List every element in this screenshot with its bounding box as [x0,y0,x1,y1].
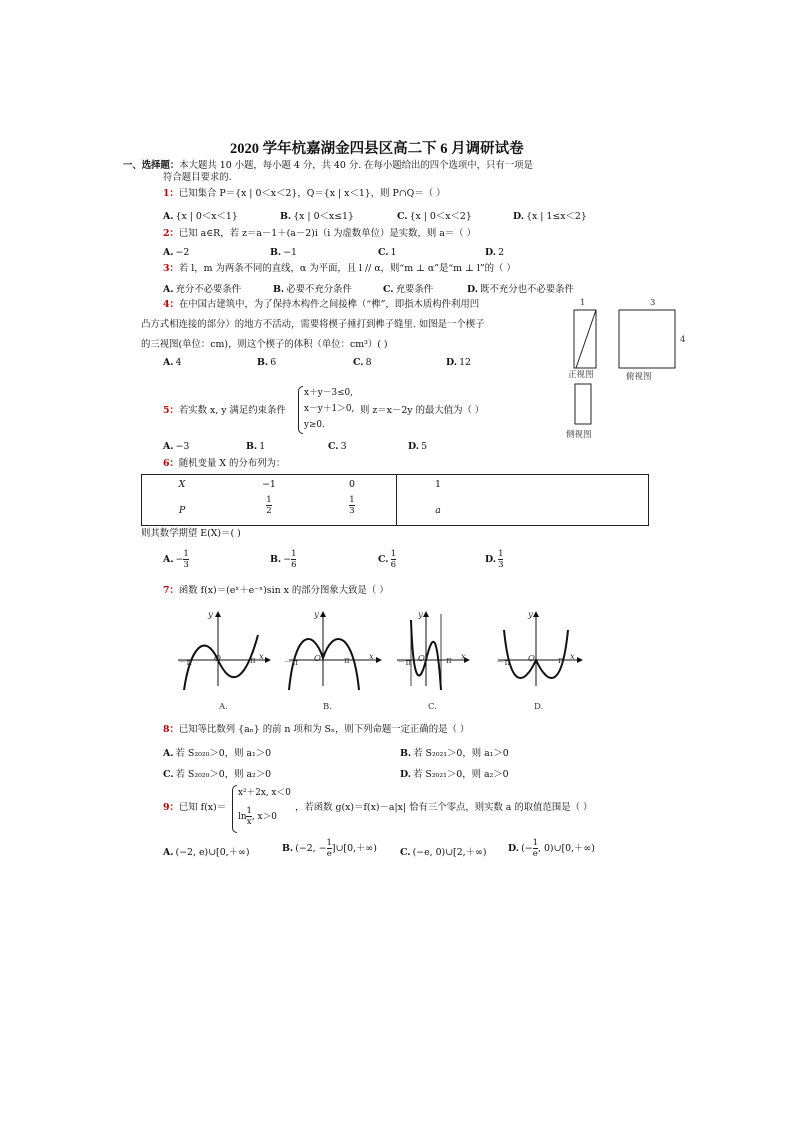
graph-a-neg-pi: －π [178,658,193,668]
q9-option-d[interactable]: D. ($-\frac{1}{e}$, 0)∪[0,＋∞) [508,838,595,859]
question-2 [163,228,476,240]
graph-c-pi: π [446,656,452,666]
q9-option-a[interactable]: A. (−2, e)∪[0,＋∞) [163,847,250,858]
piecewise-case-1: x²＋2x, x＜0 [238,788,291,798]
graph-b[interactable] [283,610,383,690]
question-text: 已知集合 P＝{x | 0＜x＜2}，Q＝{x | x＜1}，则 P∩Q＝（ ） [178,188,446,199]
q1-option-b[interactable]: B. {x | 0＜x≤1} [280,211,354,222]
graph-b-pi: π [344,656,350,666]
question-6-after: 则其数学期望 E(X)＝( ) [141,528,241,539]
question-text-pre: 已知 f(x)＝ [178,802,227,813]
constraint-brace [298,386,303,434]
question-text: 若 l，m 为两条不同的直线，α 为平面，且 l // α，则“m ⊥ α”是“m ⊥ l”的（ ） [178,263,516,274]
graph-d-neg-pi: －π [496,658,511,668]
graph-c-label: C. [428,702,437,712]
q9-option-c[interactable]: C. (−e, 0)∪[2,＋∞) [400,847,487,858]
graph-b-label: B. [323,702,332,712]
top-view-label: 俯视图 [626,372,652,382]
q6-option-d[interactable]: D. $\frac{1}{3}$ [485,549,504,570]
graph-d-y: y [528,610,533,620]
q3-option-a[interactable]: A. 充分不必要条件 [163,284,242,295]
graph-b-origin: O [314,654,321,664]
q2-option-a[interactable]: A. −2 [163,247,190,258]
table-cell-p-label: P [178,505,186,516]
q4-option-d[interactable]: D. 12 [446,357,471,368]
graph-c-y: y [418,610,423,620]
front-view-label: 正视图 [568,370,594,380]
question-text: 已知 a∈R，若 z＝a－1＋(a－2)i（i 为虚数单位）是实数，则 a＝（ ） [178,228,476,239]
dim-label-4: 4 [680,335,686,345]
q6-option-c[interactable]: C. $\frac{1}{6}$ [378,549,396,570]
graph-d-x: x [570,652,575,662]
dim-label-1: 1 [580,298,586,308]
q1-option-a[interactable]: A. {x | 0＜x＜1} [163,211,238,222]
graph-a-y: y [208,610,213,620]
q8-option-d[interactable]: D. 若 S₂₀₂₁＞0，则 a₂＞0 [400,769,509,780]
side-view [574,383,594,427]
piecewise-brace [232,785,237,833]
question-number: 9： [163,802,179,813]
section-intro-1: 本大题共 10 小题，每小题 4 分，共 40 分. 在每小题给出的四个选项中，只有一项是 [179,160,533,171]
question-text: 函数 f(x)＝(eˣ＋e⁻ˣ)sin x 的部分图象大致是（ ） [178,585,389,596]
graph-a-origin: O [214,654,221,664]
constraint-2: x－y＋1＞0, [304,404,355,414]
top-view [618,309,678,371]
q5-option-d[interactable]: D. 5 [408,441,428,452]
graph-b-neg-pi: －π [284,658,299,668]
graph-d-origin: O [528,654,535,664]
question-number: 7： [163,585,179,596]
question-text-line1: 在中国古建筑中，为了保持木构件之间接榫（“榫”，即指木质构件利用凹 [178,299,480,310]
graph-a[interactable] [172,610,272,690]
q8-option-b[interactable]: B. 若 S₂₀₂₁＞0，则 a₁＞0 [400,748,509,759]
distribution-table [141,474,649,526]
side-view-label: 侧视图 [566,430,592,440]
page-title: 2020 学年杭嘉湖金四县区高二下 6 月调研试卷 [230,141,524,157]
question-3 [163,263,516,275]
curve [184,635,258,690]
question-4 [163,299,479,311]
question-5 [163,405,286,417]
question-1 [163,188,445,200]
table-cell-x-3: 1 [435,479,441,490]
question-number: 3： [163,263,179,274]
graph-c[interactable] [393,610,473,690]
q4-option-b[interactable]: B. 6 [257,357,277,368]
table-cell-p-1: $\frac{1}{2}$ [266,495,272,516]
q6-option-a[interactable]: A. $-\frac{1}{3}$ [163,549,189,570]
question-number: 4： [163,299,179,310]
graph-c-x: x [461,652,466,662]
question-9-post: ，若函数 g(x)＝f(x)－a|x| 恰有三个零点，则实数 a 的取值范围是（ ） [295,802,593,813]
graph-d-pi: π [558,656,564,666]
q3-option-b[interactable]: B. 必要不充分条件 [273,284,352,295]
table-cell-p-2: $\frac{1}{3}$ [349,495,355,516]
question-text: 随机变量 X 的分布列为： [178,458,286,469]
q2-option-c[interactable]: C. 1 [378,247,397,258]
graph-b-x: x [369,652,374,662]
table-cell-p-3: a [435,505,441,516]
question-number: 6： [163,458,179,469]
question-9 [163,802,226,814]
question-4-line3: 的三视图(单位：cm)，则这个楔子的体积（单位：cm³）( ) [141,339,388,350]
q5-option-a[interactable]: A. −3 [163,441,190,452]
question-number: 5： [163,405,179,416]
q4-option-a[interactable]: A. 4 [163,357,182,368]
q3-option-d[interactable]: D. 既不充分也不必要条件 [467,284,574,295]
question-number: 1： [163,188,179,199]
graph-a-pi: π [250,656,256,666]
q6-option-b[interactable]: B. $-\frac{1}{6}$ [270,549,297,570]
section-label: 一、选择题： [123,160,180,171]
table-cell-x-label: X [178,479,186,490]
q8-option-a[interactable]: A. 若 S₂₀₂₀＞0，则 a₁＞0 [163,748,272,759]
q8-option-c[interactable]: C. 若 S₂₀₂₀＞0，则 a₂＞0 [163,769,272,780]
question-7 [163,585,389,597]
q5-option-c[interactable]: C. 3 [328,441,347,452]
q4-option-c[interactable]: C. 8 [353,357,372,368]
question-text: 已知等比数列 {aₙ} 的前 n 项和为 Sₙ，则下列命题一定正确的是（ ） [178,724,470,735]
graph-c-origin: O [418,654,425,664]
dim-label-3: 3 [650,298,656,308]
question-6 [163,458,285,470]
table-divider [396,475,397,525]
question-4-line2: 凸方式相连接的部分）的地方不活动，需要将楔子捶打到榫子缝里. 如图是一个楔子 [141,319,485,330]
section-heading [123,160,533,172]
question-text-pre: 若实数 x, y 满足约束条件 [178,405,286,416]
question-number: 8： [163,724,179,735]
graph-c-neg-pi: －π [397,658,412,668]
q5-option-b[interactable]: B. 1 [246,441,266,452]
front-view [573,309,599,371]
q2-option-d[interactable]: D. 2 [485,247,505,258]
graph-d-label: D. [534,702,544,712]
question-number: 2： [163,228,179,239]
graph-a-label: A. [219,702,228,712]
table-cell-x-1: −1 [262,479,276,490]
graph-b-y: y [314,610,319,620]
piecewise-case-2: $\ln\frac{1}{x}$, x＞0 [238,806,277,827]
q9-option-b[interactable]: B. (−2, $-\frac{1}{e}]\cup[0,+\infty)$ [282,838,377,859]
q3-option-c[interactable]: C. 充要条件 [383,284,434,295]
question-8 [163,724,469,736]
constraint-3: y≥0. [304,420,325,430]
q2-option-b[interactable]: B. −1 [270,247,298,258]
question-5-post: 则 z＝x－2y 的最大值为（ ） [360,405,485,416]
graph-a-x: x [259,652,264,662]
table-cell-x-2: 0 [349,479,355,490]
q1-option-c[interactable]: C. {x | 0＜x＜2} [397,211,472,222]
constraint-1: x＋y－3≤0, [304,388,353,398]
graph-d[interactable] [494,610,584,690]
section-intro-2: 符合题目要求的. [163,172,232,183]
q1-option-d[interactable]: D. {x | 1≤x＜2} [513,211,587,222]
